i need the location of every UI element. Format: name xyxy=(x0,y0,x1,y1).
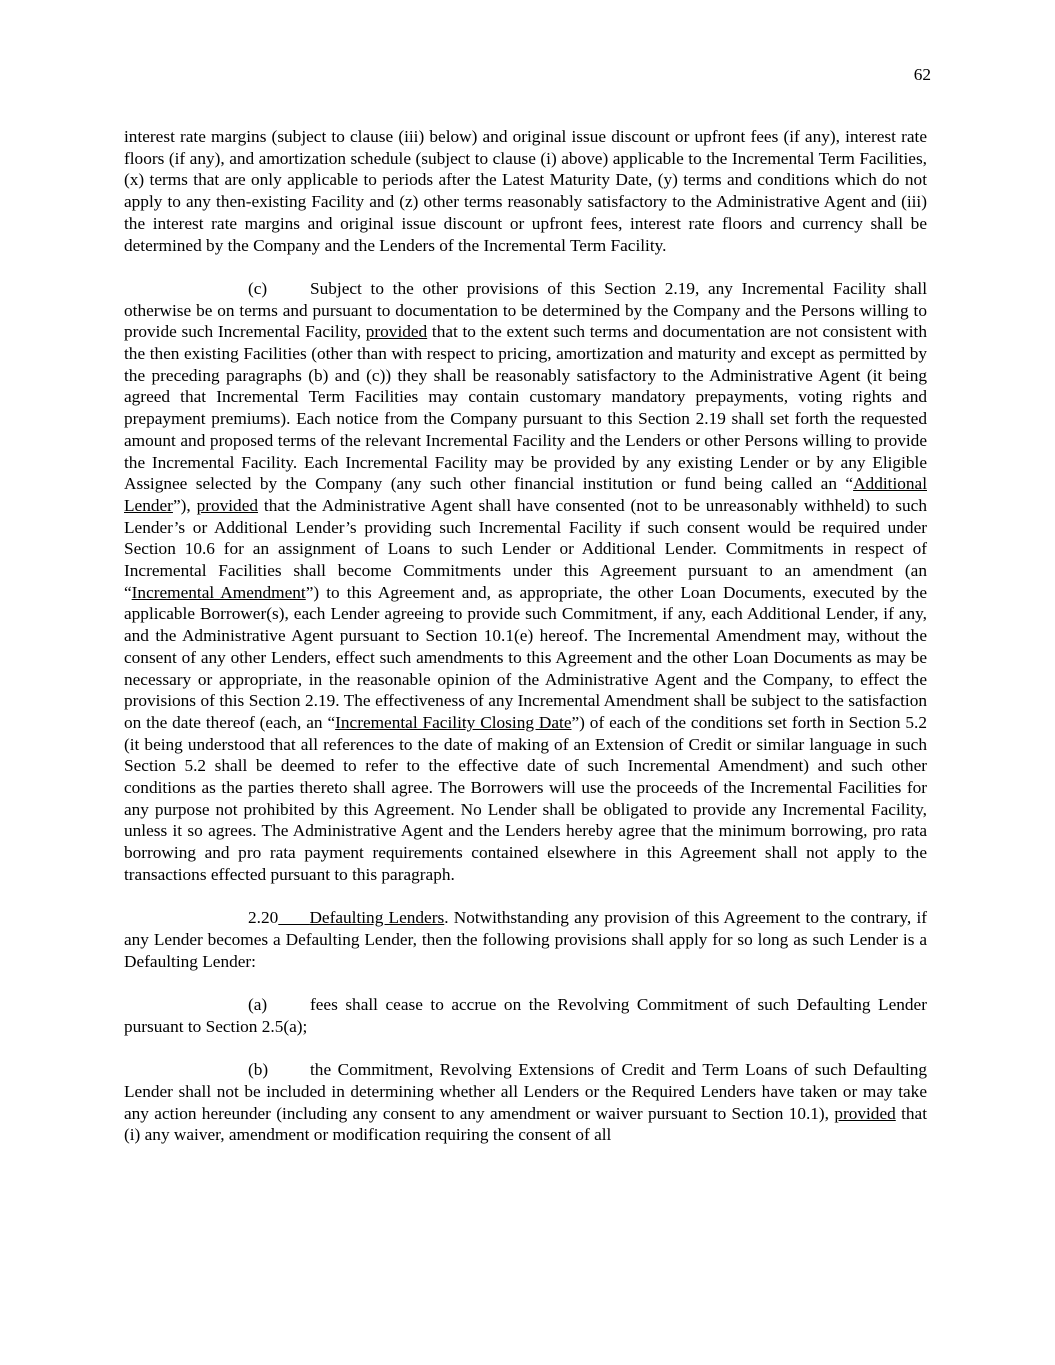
section-heading-text: Defaulting Lenders xyxy=(309,908,445,928)
paragraph-continuation: interest rate margins (subject to clause (iii) below) and original issue discount or upfront fees (if any), interest rate floors (if any), and amortization schedule (subject to clause (i) above) applicable to the Incremental Term Facilities, (x) terms that are only applicable to periods after the Latest Maturity Date, (y) terms and conditions which do not apply to any then-existing Facility and (z) other terms reasonably satisfactory to the Administrative Agent and (iii) the interest rate margins and original issue discount or upfront fees, interest rate floors and currency shall be determined by the Company and the Lenders of the Incremental Term Facility. xyxy=(124,127,927,255)
defined-term-provided: provided xyxy=(365,322,428,342)
defined-term-additional-lender: Additional Lender xyxy=(124,474,927,515)
text-run: that (i) any waiver, amendment or modification requiring the consent of all xyxy=(124,1103,927,1145)
defined-term-provided: provided xyxy=(196,495,259,515)
document-body xyxy=(124,126,927,1168)
defined-term-incremental-amendment: Incremental Amendment xyxy=(131,582,306,602)
section-heading xyxy=(278,908,444,927)
paragraph-marker-a: (a) xyxy=(248,995,268,1015)
text-run: the Commitment, Revolving Extensions of Credit and Term Loans of such Defaulting Lender shall not be included in determining whether all Lenders or the Required Lenders have taken or may take any action hereunder (including any consent to any amendment or waiver pursuant to Section 10.1), xyxy=(124,1060,927,1123)
text-run: . Notwithstanding any provision of this Agreement to the contrary, if any Lender becomes a Defaulting Lender, then the following provisions shall apply for so long as such Lender is a Defaulting Lender: xyxy=(124,908,927,971)
paragraph-b xyxy=(124,1059,927,1146)
paragraph-a xyxy=(124,994,927,1037)
text-run: fees shall cease to accrue on the Revolving Commitment of such Defaulting Lender pursuant to Section 2.5(a); xyxy=(124,995,927,1036)
text-run: Subject to the other provisions of this Section 2.19, any Incremental Facility shall otherwise be on terms and pursuant to documentation to be determined by the Company and the Persons willing to provide such Incremental Facility, xyxy=(124,278,927,342)
text-run: that the Administrative Agent shall have consented (not to be unreasonably withheld) to such Lender’s or Additional Lender’s providing such Incremental Facility if such consent would be required under Section 10.6 for an assignment of Loans to such Lender or Additional Lender. Commitments in respect of Incremental Facilities shall become Commitments under this Agreement pursuant to an amendment (an “ xyxy=(124,495,927,602)
section-2-20 xyxy=(124,907,927,972)
paragraph-c xyxy=(124,278,927,886)
paragraph-marker-c: (c) xyxy=(248,278,268,298)
defined-term-incremental-facility-closing-date: Incremental Facility Closing Date xyxy=(335,712,572,732)
defined-term-provided: provided xyxy=(834,1103,896,1123)
page-number: 62 xyxy=(913,65,931,84)
text-run: that to the extent such terms and documentation are not consistent with the then existing Facilities (other than with respect to pricing, amortization and maturity and except as permitted by the preceding paragraphs (b) and (c)) they shall be reasonably satisfactory to the Administrative Agent (it being agreed that Incremental Term Facilities may contain customary mandatory prepayments, voting rights and prepayment premiums). Each notice from the Company pursuant to this Section 2.19 shall set forth the requested amount and proposed terms of the relevant Incremental Facility and the Lenders or other Persons willing to provide the Incremental Facility. Each Incremental Facility may be provided by any existing Lender or by any Eligible Assignee selected by the Company (any such other financial institution or fund being called an “ xyxy=(124,322,927,494)
paragraph-marker-b: (b) xyxy=(248,1060,269,1080)
text-run: ”) of each of the conditions set forth in Section 5.2 (it being understood that all references to the date of making of an Extension of Credit or similar language in such Section 5.2 shall be deemed to refer to the effective date of such Incremental Amendment) and such other conditions as the parties thereto shall agree. The Borrowers will use the proceeds of the Incremental Facilities for any purpose not prohibited by this Agreement. No Lender shall be obligated to provide any Incremental Facility, unless it so agrees. The Administrative Agent and the Lenders hereby agree that the minimum borrowing, pro rata borrowing and pro rata payment requirements contained elsewhere in this Agreement shall not apply to the transactions effected pursuant to this paragraph. xyxy=(124,712,927,884)
text-run: ”), xyxy=(172,495,197,515)
text-run: ”) to this Agreement and, as appropriate, the other Loan Documents, executed by the applicable Borrower(s), each Lender agreeing to provide such Commitment, if any, each Additional Lender, if any, and the Administrative Agent pursuant to Section 10.1(e) hereof. The Incremental Amendment may, without the consent of any other Lenders, effect such amendments to this Agreement and the other Loan Documents as may be necessary or appropriate, in the reasonable opinion of the Administrative Agent and the Company, to effect the provisions of this Section 2.19. The effectiveness of any Incremental Amendment shall be subject to the satisfaction on the date thereof (each, an “ xyxy=(124,582,928,732)
section-number: 2.20 xyxy=(248,908,279,928)
